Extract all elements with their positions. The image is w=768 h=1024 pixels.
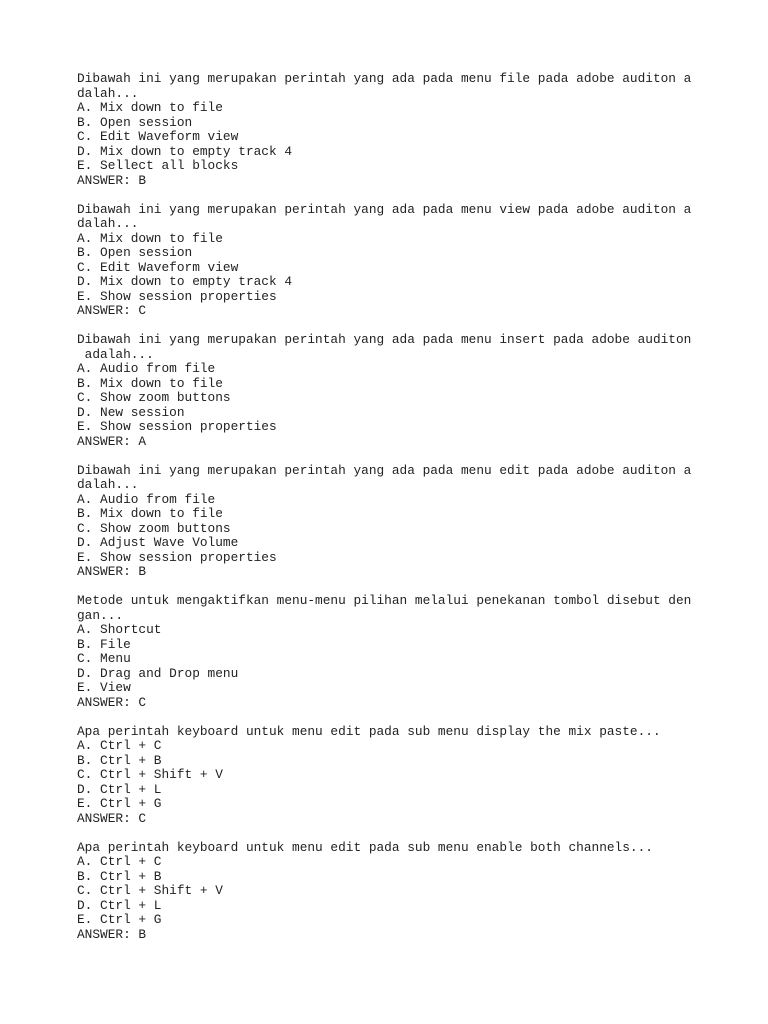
answer: ANSWER: C — [77, 303, 147, 318]
option-d: D. Ctrl + L — [77, 897, 162, 913]
option-d: D. Mix down to empty track 4 — [77, 143, 293, 159]
option-b: B. Open session — [77, 245, 193, 260]
question-block-5 — [77, 594, 717, 710]
answer: ANSWER: A — [77, 433, 147, 449]
question-text: Dibawah ini yang merupakan perintah yang ada pada menu file pada adobe auditon a — [77, 71, 692, 86]
question-text: dalah... — [77, 85, 139, 101]
question-text: Dibawah ini yang merupakan perintah yang ada pada menu edit pada adobe auditon a — [77, 462, 692, 478]
document-page — [77, 72, 717, 957]
option-b: B. File — [77, 636, 131, 652]
question-text: Apa perintah keyboard untuk menu edit pada sub menu display the mix paste... — [77, 723, 661, 739]
question-text: Apa perintah keyboard untuk menu edit pada sub menu enable both channels... — [77, 839, 653, 855]
option-c: C. Ctrl + Shift + V — [77, 767, 223, 782]
option-a: A. Audio from file — [77, 361, 216, 376]
question-block-7 — [77, 841, 717, 943]
option-c: C. Menu — [77, 651, 131, 666]
option-c: C. Ctrl + Shift + V — [77, 883, 223, 898]
answer: ANSWER: B — [77, 172, 147, 188]
option-a: A. Shortcut — [77, 622, 162, 637]
question-block-3 — [77, 333, 717, 449]
answer: ANSWER: C — [77, 694, 147, 710]
option-d: D. Drag and Drop menu — [77, 665, 239, 681]
option-d: D. Adjust Wave Volume — [77, 535, 239, 550]
answer: ANSWER: B — [77, 926, 147, 942]
answer: ANSWER: B — [77, 564, 147, 579]
option-d: D. Ctrl + L — [77, 781, 162, 797]
question-text: gan... — [77, 607, 124, 623]
option-b: B. Mix down to file — [77, 375, 223, 391]
question-text: dalah... — [77, 216, 139, 231]
option-b: B. Mix down to file — [77, 506, 223, 521]
option-b: B. Ctrl + B — [77, 752, 162, 768]
question-block-4 — [77, 464, 717, 580]
answer: ANSWER: C — [77, 810, 147, 826]
option-a: A. Mix down to file — [77, 100, 223, 115]
option-e: E. Show session properties — [77, 419, 277, 434]
option-c: C. Edit Waveform view — [77, 259, 239, 275]
option-d: D. Mix down to empty track 4 — [77, 274, 293, 289]
question-block-1 — [77, 72, 717, 188]
question-block-2 — [77, 203, 717, 319]
option-a: A. Ctrl + C — [77, 738, 162, 753]
option-e: E. Show session properties — [77, 549, 277, 565]
option-e: E. Sellect all blocks — [77, 158, 239, 173]
option-b: B. Ctrl + B — [77, 868, 162, 884]
question-text: dalah... — [77, 477, 139, 492]
question-text: adalah... — [77, 346, 154, 362]
option-e: E. Show session properties — [77, 288, 277, 304]
question-text: Metode untuk mengaktifkan menu-menu pilihan melalui penekanan tombol disebut den — [77, 593, 692, 608]
option-a: A. Audio from file — [77, 491, 216, 507]
question-text: Dibawah ini yang merupakan perintah yang ada pada menu view pada adobe auditon a — [77, 201, 692, 217]
option-e: E. Ctrl + G — [77, 912, 162, 927]
option-d: D. New session — [77, 404, 185, 420]
option-b: B. Open session — [77, 114, 193, 130]
option-e: E. Ctrl + G — [77, 796, 162, 811]
question-text: Dibawah ini yang merupakan perintah yang ada pada menu insert pada adobe auditon — [77, 332, 692, 347]
option-e: E. View — [77, 680, 131, 695]
question-block-6 — [77, 725, 717, 827]
option-c: C. Show zoom buttons — [77, 390, 231, 405]
option-a: A. Mix down to file — [77, 230, 223, 246]
option-c: C. Edit Waveform view — [77, 129, 239, 144]
option-c: C. Show zoom buttons — [77, 520, 231, 536]
option-a: A. Ctrl + C — [77, 854, 162, 869]
